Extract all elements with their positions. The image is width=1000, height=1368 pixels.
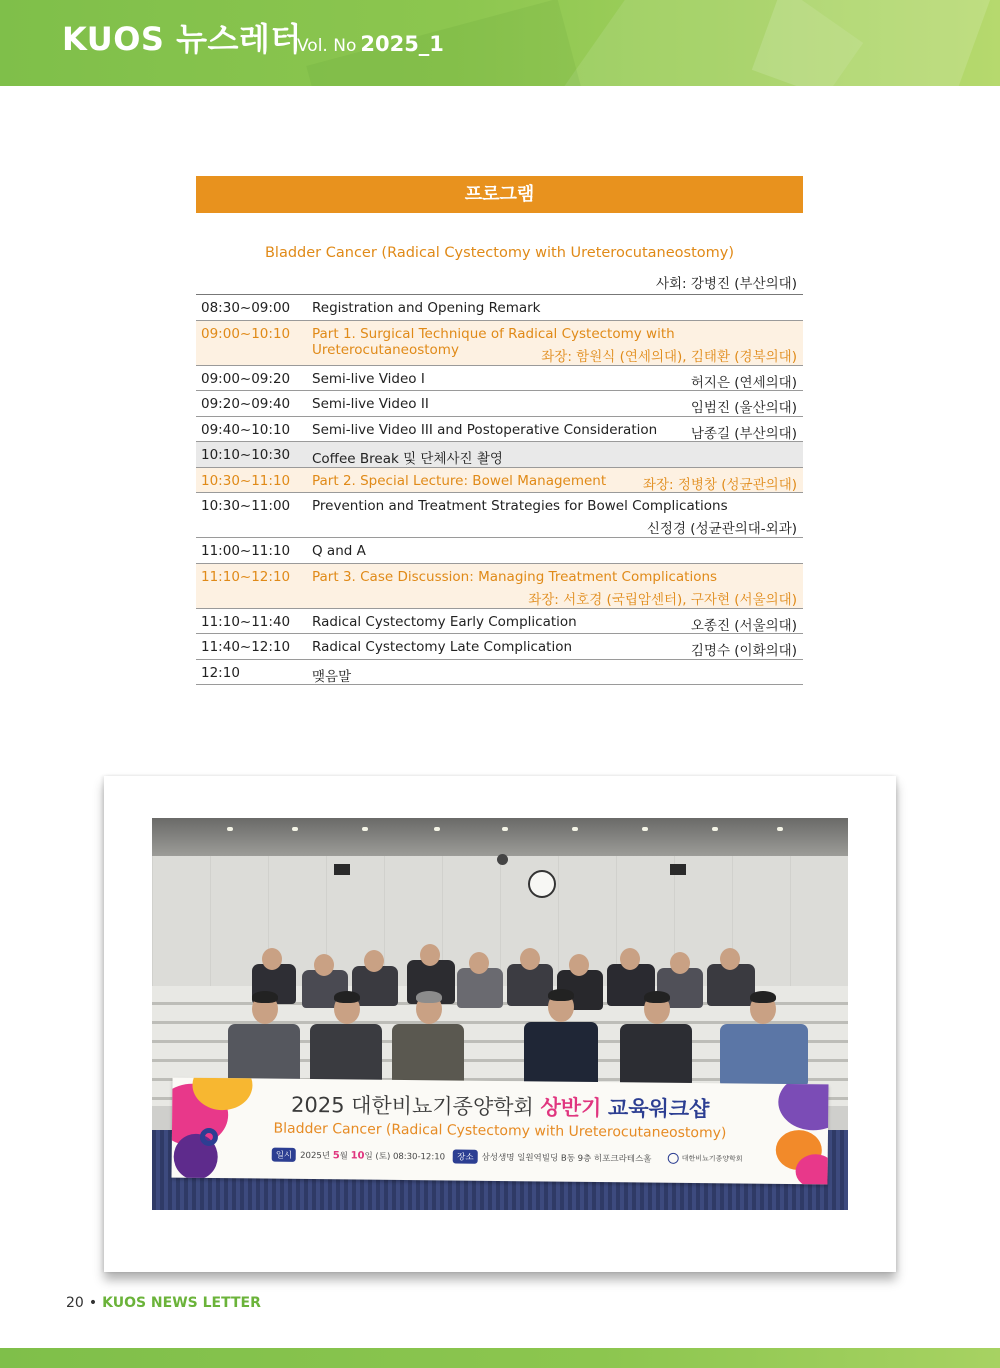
- schedule-speaker: 임범진 (울산의대): [690, 400, 797, 416]
- schedule-title: Semi-live Video III and Postoperative Consideration: [312, 421, 658, 438]
- schedule-title: Part 2. Special Lecture: Bowel Management: [312, 472, 607, 489]
- banner-info: [272, 1148, 652, 1166]
- schedule-time: 11:40~12:10: [201, 639, 291, 655]
- issue-label: [297, 32, 444, 56]
- schedule-time: 10:30~11:00: [201, 498, 291, 514]
- footer-band: [0, 1348, 1000, 1368]
- schedule-time: 12:10: [201, 664, 240, 681]
- schedule-time: 11:10~11:40: [201, 613, 291, 630]
- banner-subtitle: Bladder Cancer (Radical Cystectomy with Ureterocutaneostomy): [273, 1120, 727, 1142]
- schedule-title: Part 3. Case Discussion: Managing Treatment Complications: [312, 568, 718, 585]
- schedule-speaker: 남종길 (부산의대): [690, 425, 797, 442]
- schedule-row: [196, 493, 803, 538]
- header-decoration: [752, 0, 1000, 86]
- camera-icon: [497, 854, 508, 865]
- page-number: 20: [66, 1295, 84, 1311]
- schedule-title: Prevention and Treatment Strategies for Bowel Complications: [312, 498, 728, 514]
- society-logo-icon: [668, 1153, 679, 1164]
- newsletter-title: KUOS 뉴스레터: [62, 20, 302, 58]
- banner-logo-text: 대한비뇨기종양학회: [681, 1154, 743, 1164]
- schedule-title: Q and A: [312, 543, 366, 559]
- schedule-speaker: 신정경 (성균관의대-외과): [646, 521, 797, 537]
- schedule-chair: 좌장: 함원식 (연세의대), 김태환 (경북의대): [541, 348, 797, 365]
- footer-newsletter-name: KUOS NEWS LETTER: [102, 1295, 261, 1311]
- schedule-row: [196, 366, 803, 392]
- schedule-chair: 좌장: 서호경 (국립암센터), 구자현 (서울의대): [528, 591, 797, 608]
- footer-bullet: •: [88, 1295, 98, 1311]
- schedule-title: Coffee Break 및 단체사진 촬영: [312, 451, 503, 467]
- schedule-title: 맺음말: [312, 668, 352, 685]
- banner-title: [172, 1088, 828, 1125]
- banner-date-day: 10: [350, 1150, 365, 1162]
- banner-date-time: 일 (토) 08:30-12:10: [364, 1151, 446, 1163]
- banner-title-prefix: 2025 대한비뇨기종양학회: [290, 1092, 534, 1120]
- issue-number: 2025_1: [360, 32, 444, 56]
- page-footer: [66, 1295, 261, 1311]
- program-subtitle: Bladder Cancer (Radical Cystectomy with Ureterocutaneostomy): [264, 245, 735, 261]
- schedule-row: [196, 295, 803, 321]
- workshop-banner: [171, 1078, 828, 1185]
- schedule-time: 11:10~12:10: [201, 568, 291, 585]
- banner-venue: 삼성생명 일원역빌딩 B동 9층 히포크라테스홀: [481, 1152, 652, 1165]
- schedule-title: Registration and Opening Remark: [312, 300, 541, 316]
- schedule-row: [196, 634, 803, 660]
- schedule-time: 08:30~09:00: [201, 300, 291, 316]
- schedule-time: 09:40~10:10: [201, 421, 291, 438]
- schedule-time: 09:00~09:20: [201, 370, 291, 387]
- schedule-speaker: 오종진 (서울의대): [690, 617, 797, 634]
- issue-prefix: Vol. No: [297, 36, 357, 56]
- program-schedule-table: [196, 294, 803, 685]
- schedule-row: [196, 609, 803, 635]
- photo-ceiling: [152, 818, 848, 856]
- schedule-time: 11:00~11:10: [201, 543, 291, 559]
- schedule-row: [196, 417, 803, 443]
- banner-date-year: 2025년: [300, 1150, 331, 1162]
- clock-icon: [528, 870, 556, 898]
- banner-title-highlight: 상반기: [540, 1095, 602, 1121]
- schedule-title: Part 1. Surgical Technique of Radical Cystectomy with Ureterocutaneostomy: [312, 325, 675, 358]
- banner-venue-tag: 장소: [453, 1150, 478, 1164]
- schedule-row: [196, 538, 803, 564]
- schedule-time: 09:20~09:40: [201, 396, 291, 412]
- schedule-row-break: [196, 442, 803, 468]
- banner-date-tag: 일시: [272, 1148, 297, 1162]
- group-photo: [152, 818, 848, 1210]
- banner-date-month-unit: 월: [339, 1151, 348, 1162]
- schedule-chair: 좌장: 정병창 (성균관의대): [642, 476, 797, 493]
- program-host: 사회: 강병진 (부산의대): [655, 276, 797, 292]
- speaker-icon: [670, 864, 686, 875]
- schedule-row-part-2: [196, 468, 803, 494]
- schedule-title: Radical Cystectomy Early Complication: [312, 613, 577, 630]
- banner-title-highlight-2: 교육워크샵: [607, 1096, 710, 1122]
- banner-date-month: 5: [332, 1150, 340, 1162]
- schedule-time: 09:00~10:10: [201, 325, 291, 342]
- banner-logo: [668, 1153, 743, 1165]
- schedule-row: [196, 660, 803, 686]
- speaker-icon: [334, 864, 350, 875]
- schedule-time: 10:10~10:30: [201, 447, 291, 463]
- schedule-title: Semi-live Video II: [312, 396, 429, 412]
- schedule-row-part-1: [196, 321, 803, 366]
- schedule-title: Semi-live Video I: [312, 370, 425, 387]
- schedule-title: Radical Cystectomy Late Complication: [312, 639, 573, 655]
- program-heading: 프로그램: [196, 176, 803, 213]
- schedule-row-part-3: [196, 564, 803, 609]
- schedule-speaker: 김명수 (이화의대): [690, 643, 797, 659]
- schedule-speaker: 허지은 (연세의대): [690, 374, 797, 391]
- schedule-time: 10:30~11:10: [201, 472, 291, 489]
- schedule-row: [196, 391, 803, 417]
- header-band: [0, 0, 1000, 86]
